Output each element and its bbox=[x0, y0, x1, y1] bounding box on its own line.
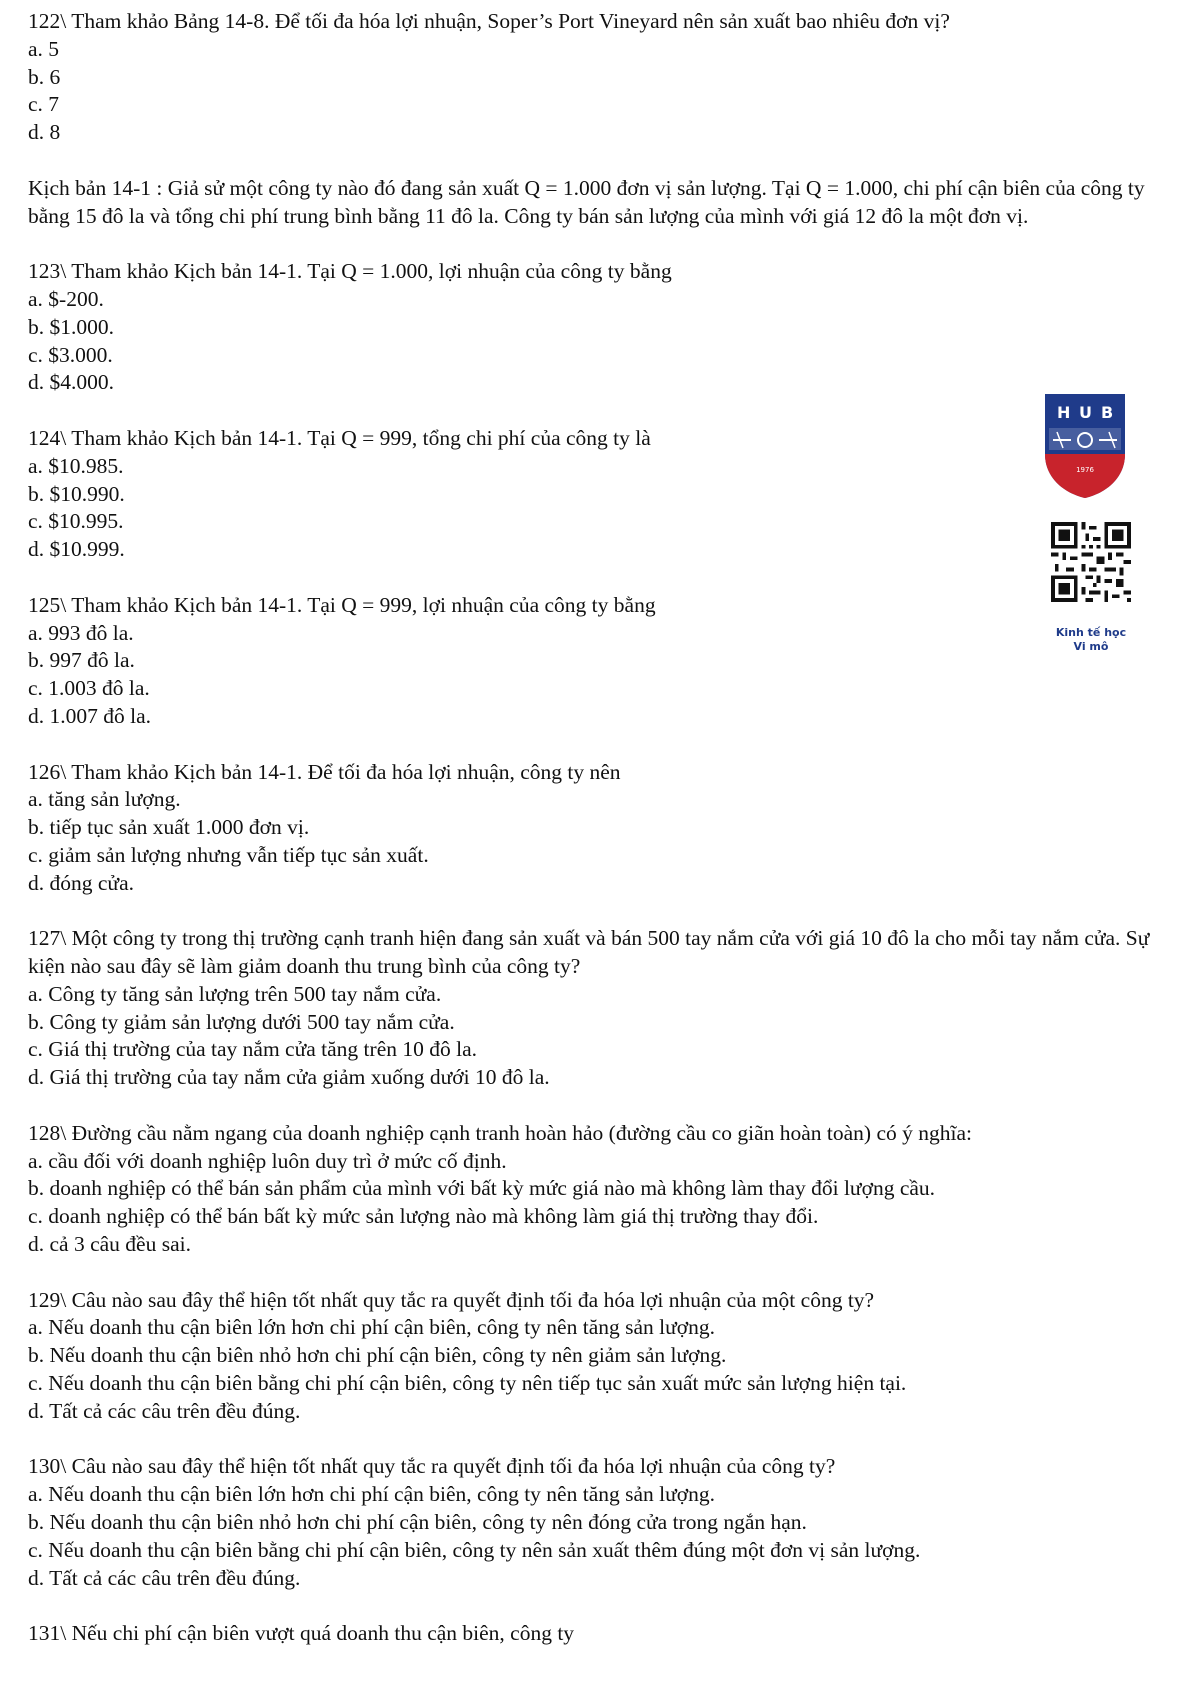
question-129-stem: 129\ Câu nào sau đây thể hiện tốt nhất quy tắc ra quyết định tối đa hóa lợi nhuận của một công ty? bbox=[28, 1287, 875, 1312]
question-128-option-d: d. cả 3 câu đều sai. bbox=[28, 1232, 191, 1257]
question-127-option-a: a. Công ty tăng sản lượng trên 500 tay nắm cửa. bbox=[28, 981, 442, 1006]
qr-code-icon bbox=[1051, 522, 1131, 602]
question-122-option-d: d. 8 bbox=[28, 120, 61, 145]
question-122-stem: 122\ Tham khảo Bảng 14-8. Để tối đa hóa lợi nhuận, Soper’s Port Vineyard nên sản xuất bao nhiêu đơn vị? bbox=[28, 9, 950, 33]
question-126-option-d: d. đóng cửa. bbox=[28, 870, 134, 895]
question-124-option-c: c. $10.995. bbox=[28, 509, 124, 534]
question-126-option-c: c. giảm sản lượng nhưng vẫn tiếp tục sản xuất. bbox=[28, 842, 429, 867]
question-123-option-b: b. $1.000. bbox=[28, 314, 114, 339]
question-129-option-a: a. Nếu doanh thu cận biên lớn hơn chi phí cận biên, công ty nên tăng sản lượng. bbox=[28, 1315, 716, 1340]
logo-caption-line1: Kinh tế học bbox=[1055, 626, 1127, 639]
question-123-option-c: c. $3.000. bbox=[28, 342, 113, 367]
question-130-option-c: c. Nếu doanh thu cận biên bằng chi phí cận biên, công ty nên sản xuất thêm đúng một đơn vị sản lượng. bbox=[28, 1537, 921, 1562]
question-124-option-d: d. $10.999. bbox=[28, 537, 125, 562]
logo-letter-h: H bbox=[1057, 403, 1071, 422]
question-122-option-b: b. 6 bbox=[28, 64, 61, 89]
question-126-option-a: a. tăng sản lượng. bbox=[28, 787, 181, 812]
logo-year: 1976 bbox=[1076, 466, 1094, 474]
document-body bbox=[28, 8, 1168, 1648]
question-129-option-c: c. Nếu doanh thu cận biên bằng chi phí cận biên, công ty nên tiếp tục sản xuất mức sản lượng hiện tại. bbox=[28, 1371, 907, 1396]
question-124-option-a: a. $10.985. bbox=[28, 453, 124, 478]
question-129-option-b: b. Nếu doanh thu cận biên nhỏ hơn chi phí cận biên, công ty nên giảm sản lượng. bbox=[28, 1343, 727, 1368]
question-127-option-d: d. Giá thị trường của tay nắm cửa giảm xuống dưới 10 đô la. bbox=[28, 1065, 550, 1090]
hub-shield-logo bbox=[1043, 392, 1127, 500]
question-126-option-b: b. tiếp tục sản xuất 1.000 đơn vị. bbox=[28, 815, 310, 840]
question-125-stem: 125\ Tham khảo Kịch bản 14-1. Tại Q = 999, lợi nhuận của công ty bằng bbox=[28, 592, 656, 617]
question-127-option-c: c. Giá thị trường của tay nắm cửa tăng trên 10 đô la. bbox=[28, 1037, 478, 1062]
question-123-option-a: a. $-200. bbox=[28, 286, 104, 311]
question-127-stem: 127\ Một công ty trong thị trường cạnh tranh hiện đang sản xuất và bán 500 tay nắm cửa với giá 10 đô la cho mỗi tay nắm cửa. Sự kiện nào sau đây sẽ làm giảm doanh thu trung bình của công ty? bbox=[28, 926, 1150, 979]
logo-caption bbox=[1030, 626, 1152, 654]
question-122-option-a: a. 5 bbox=[28, 36, 60, 61]
question-129-option-d: d. Tất cả các câu trên đều đúng. bbox=[28, 1398, 301, 1423]
question-130-stem: 130\ Câu nào sau đây thể hiện tốt nhất quy tắc ra quyết định tối đa hóa lợi nhuận của công ty? bbox=[28, 1454, 836, 1479]
logo-letter-u: U bbox=[1079, 403, 1092, 422]
scenario-14-1: Kịch bản 14-1 : Giả sử một công ty nào đó đang sản xuất Q = 1.000 đơn vị sản lượng. Tại Q = 1.000, chi phí cận biên của công ty bằng 15 đô la và tổng chi phí trung bình bằng 11 đô la. Công ty bán sản lượng của mình với giá 12 đô la một đơn vị. bbox=[28, 175, 1145, 228]
question-126-stem: 126\ Tham khảo Kịch bản 14-1. Để tối đa hóa lợi nhuận, công ty nên bbox=[28, 759, 621, 784]
question-128-option-a: a. cầu đối với doanh nghiệp luôn duy trì ở mức cố định. bbox=[28, 1148, 507, 1173]
question-130-option-b: b. Nếu doanh thu cận biên nhỏ hơn chi phí cận biên, công ty nên đóng cửa trong ngắn hạn. bbox=[28, 1510, 807, 1535]
question-128-stem: 128\ Đường cầu nằm ngang của doanh nghiệp cạnh tranh hoàn hảo (đường cầu co giãn hoàn toàn) có ý nghĩa: bbox=[28, 1120, 972, 1145]
question-124-option-b: b. $10.990. bbox=[28, 481, 125, 506]
question-125-option-c: c. 1.003 đô la. bbox=[28, 676, 150, 701]
question-128-option-c: c. doanh nghiệp có thể bán bất kỳ mức sản lượng nào mà không làm giá thị trường thay đổi. bbox=[28, 1204, 819, 1229]
question-130-option-a: a. Nếu doanh thu cận biên lớn hơn chi phí cận biên, công ty nên tăng sản lượng. bbox=[28, 1482, 716, 1507]
question-128-option-b: b. doanh nghiệp có thể bán sản phẩm của mình với bất kỳ mức giá nào mà không làm thay đổi lượng cầu. bbox=[28, 1176, 936, 1201]
question-130-option-d: d. Tất cả các câu trên đều đúng. bbox=[28, 1565, 301, 1590]
logo-caption-line2: Vi mô bbox=[1073, 640, 1109, 653]
question-127-option-b: b. Công ty giảm sản lượng dưới 500 tay nắm cửa. bbox=[28, 1009, 455, 1034]
hub-logo-area bbox=[1030, 392, 1140, 692]
question-123-option-d: d. $4.000. bbox=[28, 370, 114, 395]
question-122-option-c: c. 7 bbox=[28, 92, 60, 117]
question-125-option-b: b. 997 đô la. bbox=[28, 648, 135, 673]
question-131-stem: 131\ Nếu chi phí cận biên vượt quá doanh thu cận biên, công ty bbox=[28, 1621, 575, 1646]
question-125-option-d: d. 1.007 đô la. bbox=[28, 703, 152, 728]
logo-letter-b: B bbox=[1101, 403, 1114, 422]
question-123-stem: 123\ Tham khảo Kịch bản 14-1. Tại Q = 1.000, lợi nhuận của công ty bằng bbox=[28, 259, 672, 284]
question-124-stem: 124\ Tham khảo Kịch bản 14-1. Tại Q = 999, tổng chi phí của công ty là bbox=[28, 425, 651, 450]
question-125-option-a: a. 993 đô la. bbox=[28, 620, 134, 645]
